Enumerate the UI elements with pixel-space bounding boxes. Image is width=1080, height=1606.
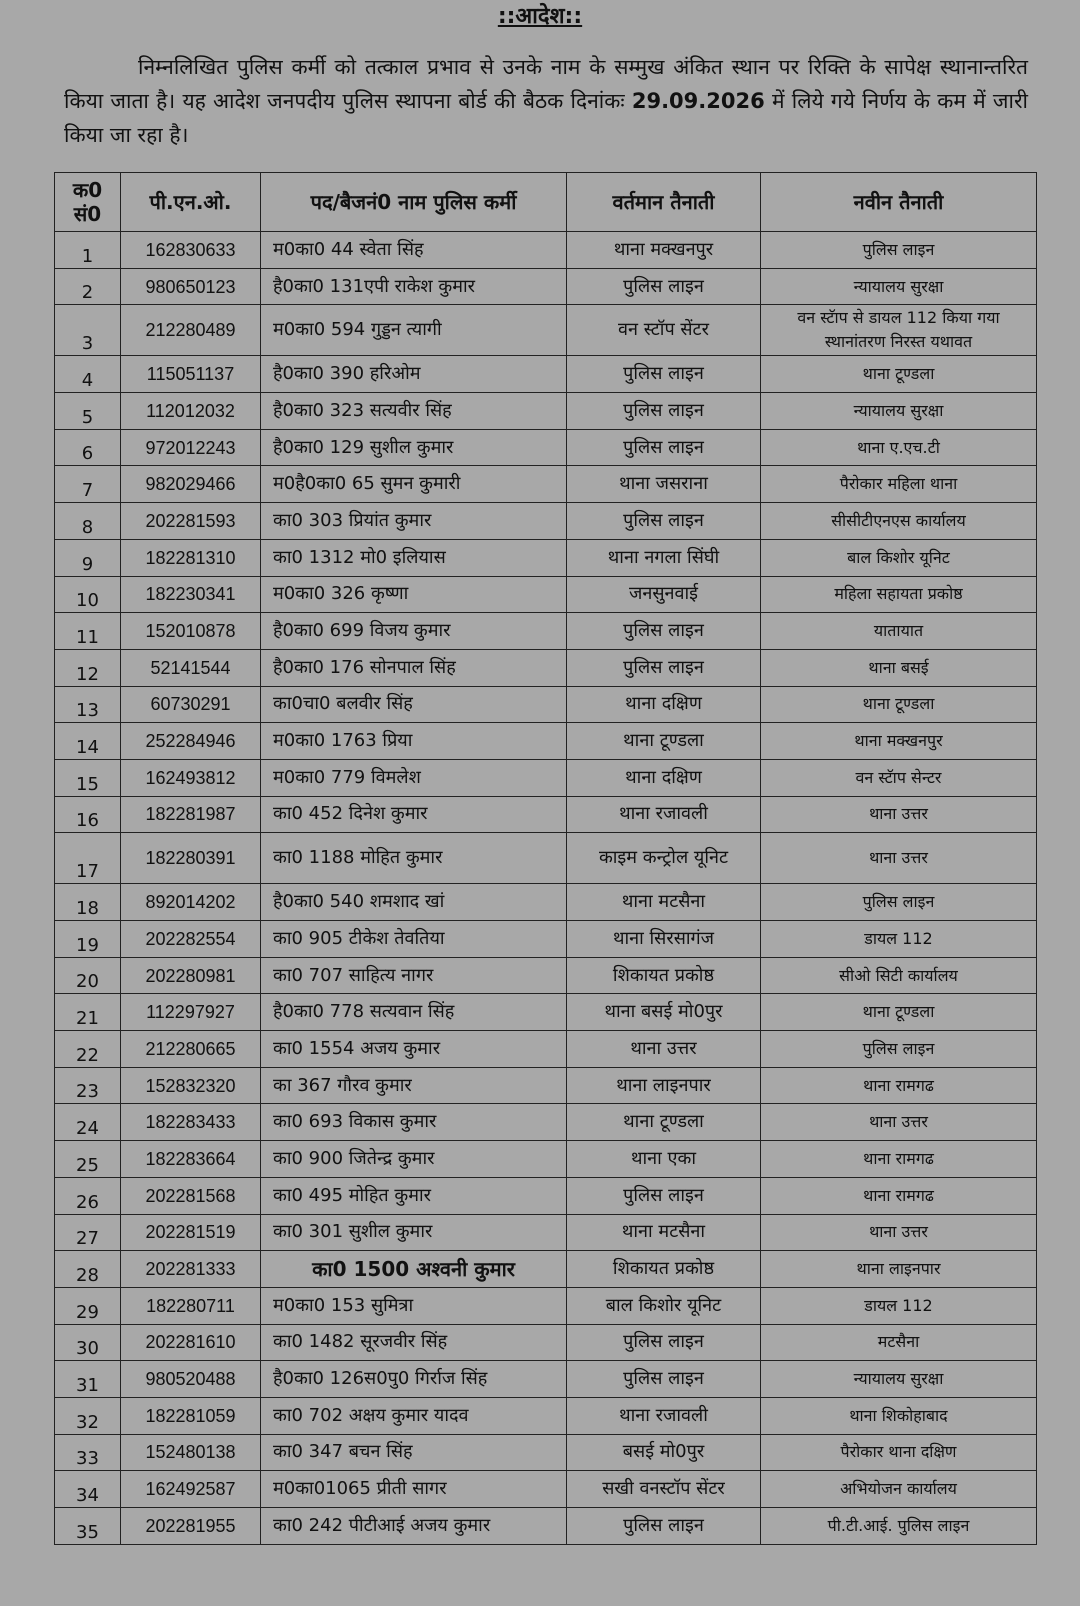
cell-pno: 892014202 [121, 884, 261, 921]
table-row [55, 649, 1037, 686]
table-row [55, 1141, 1037, 1178]
cell-current-posting: थाना टूण्डला [567, 1104, 761, 1141]
cell-current-posting: थाना रजावली [567, 1397, 761, 1434]
table-row [55, 994, 1037, 1031]
cell-current-posting: जनसुनवाई [567, 576, 761, 613]
cell-new-posting: पुलिस लाइन [761, 232, 1037, 269]
table-row [55, 1508, 1037, 1545]
table-row [55, 1471, 1037, 1508]
cell-serial-no: 34 [55, 1471, 121, 1508]
cell-pno: 202281568 [121, 1177, 261, 1214]
cell-pno: 112297927 [121, 994, 261, 1031]
cell-current-posting: वन स्टॉप सेंटर [567, 305, 761, 356]
order-intro-paragraph [64, 50, 1028, 152]
cell-current-posting: पुलिस लाइन [567, 1324, 761, 1361]
cell-new-posting: थाना टूण्डला [761, 994, 1037, 1031]
cell-current-posting: थाना दक्षिण [567, 759, 761, 796]
cell-name: का 367 गौरव कुमार [261, 1067, 567, 1104]
table-row [55, 921, 1037, 958]
cell-current-posting: पुलिस लाइन [567, 268, 761, 305]
cell-current-posting: शिकायत प्रकोष्ठ [567, 1251, 761, 1288]
cell-current-posting: बसई मो0पुर [567, 1434, 761, 1471]
cell-name: है0का0 390 हरिओम [261, 356, 567, 393]
cell-pno: 152832320 [121, 1067, 261, 1104]
cell-pno: 152010878 [121, 613, 261, 650]
cell-serial-no: 30 [55, 1324, 121, 1361]
table-row [55, 1361, 1037, 1398]
intro-text-part1: निम्नलिखित पुलिस कर्मी को तत्काल प्रभाव से उनके नाम के सम्मुख अंकित स्थान पर रिक्ति के सापेक्ष स्थानान्तरित किया जाता है। यह आदेश जनपदीय पुलिस स्थापना बोर्ड की बैठक दिनांकः [64, 55, 1028, 113]
cell-new-posting: थाना टूण्डला [761, 686, 1037, 723]
cell-pno: 982029466 [121, 466, 261, 503]
order-title [0, 2, 1080, 32]
cell-current-posting: थाना मटसैना [567, 1214, 761, 1251]
transfer-table [54, 172, 1037, 1545]
header-serial-no: क0 सं0 [55, 173, 121, 232]
cell-current-posting: थाना मक्खनपुर [567, 232, 761, 269]
cell-serial-no: 27 [55, 1214, 121, 1251]
cell-pno: 202281333 [121, 1251, 261, 1288]
cell-current-posting: पुलिस लाइन [567, 429, 761, 466]
cell-current-posting: काइम कन्ट्रोल यूनिट [567, 833, 761, 884]
cell-new-posting: वन स्टॅाप सेन्टर [761, 759, 1037, 796]
cell-pno: 182283433 [121, 1104, 261, 1141]
table-row [55, 759, 1037, 796]
table-row [55, 539, 1037, 576]
cell-name: म0है0का0 65 सुमन कुमारी [261, 466, 567, 503]
cell-pno: 112012032 [121, 393, 261, 430]
table-row [55, 1067, 1037, 1104]
cell-pno: 212280665 [121, 1031, 261, 1068]
cell-name: का0 495 मोहित कुमार [261, 1177, 567, 1214]
cell-current-posting: पुलिस लाइन [567, 503, 761, 540]
table-row [55, 232, 1037, 269]
table-row [55, 356, 1037, 393]
cell-serial-no: 33 [55, 1434, 121, 1471]
table-row [55, 576, 1037, 613]
cell-serial-no: 1 [55, 232, 121, 269]
table-row [55, 796, 1037, 833]
cell-pno: 182280711 [121, 1287, 261, 1324]
cell-serial-no: 31 [55, 1361, 121, 1398]
cell-new-posting: बाल किशोर यूनिट [761, 539, 1037, 576]
cell-name: का0चा0 बलवीर सिंह [261, 686, 567, 723]
order-title-text: ::आदेश:: [497, 4, 583, 29]
cell-serial-no: 18 [55, 884, 121, 921]
cell-serial-no: 16 [55, 796, 121, 833]
cell-new-posting: थाना बसई [761, 649, 1037, 686]
cell-new-posting: थाना मक्खनपुर [761, 723, 1037, 760]
cell-name: का0 707 साहित्य नागर [261, 957, 567, 994]
cell-name: म0का0 44 स्वेता सिंह [261, 232, 567, 269]
cell-current-posting: पुलिस लाइन [567, 1177, 761, 1214]
table-row [55, 833, 1037, 884]
cell-pno: 212280489 [121, 305, 261, 356]
cell-serial-no: 7 [55, 466, 121, 503]
cell-new-posting: पी.टी.आई. पुलिस लाइन [761, 1508, 1037, 1545]
cell-new-posting: यातायात [761, 613, 1037, 650]
cell-new-posting: सीसीटीएनएस कार्यालय [761, 503, 1037, 540]
cell-serial-no: 2 [55, 268, 121, 305]
cell-serial-no: 20 [55, 957, 121, 994]
cell-serial-no: 35 [55, 1508, 121, 1545]
cell-pno: 52141544 [121, 649, 261, 686]
table-row [55, 503, 1037, 540]
cell-serial-no: 15 [55, 759, 121, 796]
cell-new-posting: थाना उत्तर [761, 833, 1037, 884]
cell-serial-no: 32 [55, 1397, 121, 1434]
cell-serial-no: 26 [55, 1177, 121, 1214]
cell-new-posting: न्यायालय सुरक्षा [761, 268, 1037, 305]
table-row [55, 268, 1037, 305]
cell-new-posting: थाना शिकोहाबाद [761, 1397, 1037, 1434]
cell-serial-no: 14 [55, 723, 121, 760]
cell-new-posting: थाना ए.एच.टी [761, 429, 1037, 466]
cell-current-posting: थाना लाइनपार [567, 1067, 761, 1104]
cell-name: का0 301 सुशील कुमार [261, 1214, 567, 1251]
cell-pno: 202282554 [121, 921, 261, 958]
table-row [55, 1434, 1037, 1471]
cell-new-posting: सीओ सिटी कार्यालय [761, 957, 1037, 994]
cell-pno: 252284946 [121, 723, 261, 760]
table-row [55, 466, 1037, 503]
cell-name: का0 900 जितेन्द्र कुमार [261, 1141, 567, 1178]
cell-pno: 162492587 [121, 1471, 261, 1508]
cell-new-posting: अभियोजन कार्यालय [761, 1471, 1037, 1508]
cell-pno: 972012243 [121, 429, 261, 466]
table-header-row [55, 173, 1037, 232]
table-row [55, 1177, 1037, 1214]
cell-pno: 182283664 [121, 1141, 261, 1178]
cell-pno: 182281310 [121, 539, 261, 576]
cell-current-posting: थाना जसराना [567, 466, 761, 503]
cell-serial-no: 13 [55, 686, 121, 723]
cell-pno: 980650123 [121, 268, 261, 305]
cell-name: है0का0 126स0पु0 गिर्राज सिंह [261, 1361, 567, 1398]
cell-serial-no: 12 [55, 649, 121, 686]
cell-current-posting: पुलिस लाइन [567, 613, 761, 650]
cell-name: म0का0 326 कृष्णा [261, 576, 567, 613]
cell-serial-no: 8 [55, 503, 121, 540]
cell-name: म0का0 153 सुमित्रा [261, 1287, 567, 1324]
cell-current-posting: थाना एका [567, 1141, 761, 1178]
cell-name: म0का0 779 विमलेश [261, 759, 567, 796]
meeting-date: 29.09.2026 [631, 89, 765, 113]
cell-pno: 162830633 [121, 232, 261, 269]
cell-current-posting: थाना उत्तर [567, 1031, 761, 1068]
cell-serial-no: 17 [55, 833, 121, 884]
cell-pno: 115051137 [121, 356, 261, 393]
cell-new-posting: पुलिस लाइन [761, 1031, 1037, 1068]
cell-pno: 202281519 [121, 1214, 261, 1251]
cell-current-posting: बाल किशोर यूनिट [567, 1287, 761, 1324]
cell-name: म0का0 594 गुड्डन त्यागी [261, 305, 567, 356]
cell-new-posting: थाना उत्तर [761, 1214, 1037, 1251]
cell-new-posting: थाना उत्तर [761, 796, 1037, 833]
header-current-posting: वर्तमान तैनाती [567, 173, 761, 232]
cell-pno: 182230341 [121, 576, 261, 613]
cell-name: है0का0 176 सोनपाल सिंह [261, 649, 567, 686]
cell-pno: 182280391 [121, 833, 261, 884]
header-pno: पी.एन.ओ. [121, 173, 261, 232]
cell-serial-no: 24 [55, 1104, 121, 1141]
table-row [55, 1324, 1037, 1361]
cell-name: का0 1554 अजय कुमार [261, 1031, 567, 1068]
cell-name: का0 693 विकास कुमार [261, 1104, 567, 1141]
cell-serial-no: 11 [55, 613, 121, 650]
cell-name: म0का01065 प्रीती सागर [261, 1471, 567, 1508]
cell-pno: 60730291 [121, 686, 261, 723]
cell-serial-no: 3 [55, 305, 121, 356]
cell-current-posting: थाना टूण्डला [567, 723, 761, 760]
cell-new-posting: महिला सहायता प्रकोष्ठ [761, 576, 1037, 613]
cell-name: का0 1482 सूरजवीर सिंह [261, 1324, 567, 1361]
cell-current-posting: शिकायत प्रकोष्ठ [567, 957, 761, 994]
cell-new-posting: पैरोकार थाना दक्षिण [761, 1434, 1037, 1471]
cell-name: म0का0 1763 प्रिया [261, 723, 567, 760]
cell-name: है0का0 131एपी राकेश कुमार [261, 268, 567, 305]
cell-serial-no: 6 [55, 429, 121, 466]
cell-new-posting: थाना उत्तर [761, 1104, 1037, 1141]
cell-new-posting: डायल 112 [761, 921, 1037, 958]
cell-name: का0 1500 अश्वनी कुमार [261, 1251, 567, 1288]
cell-name: है0का0 129 सुशील कुमार [261, 429, 567, 466]
cell-current-posting: पुलिस लाइन [567, 1508, 761, 1545]
cell-name: का0 303 प्रियांत कुमार [261, 503, 567, 540]
cell-new-posting: पैरोकार महिला थाना [761, 466, 1037, 503]
table-row [55, 686, 1037, 723]
cell-serial-no: 19 [55, 921, 121, 958]
cell-new-posting: थाना रामगढ [761, 1067, 1037, 1104]
cell-new-posting: थाना रामगढ [761, 1141, 1037, 1178]
cell-name: का0 702 अक्षय कुमार यादव [261, 1397, 567, 1434]
cell-name: का0 347 बचन सिंह [261, 1434, 567, 1471]
header-new-posting: नवीन तैनाती [761, 173, 1037, 232]
cell-new-posting: थाना टूण्डला [761, 356, 1037, 393]
cell-name: है0का0 323 सत्यवीर सिंह [261, 393, 567, 430]
cell-new-posting: पुलिस लाइन [761, 884, 1037, 921]
table-row [55, 1031, 1037, 1068]
cell-new-posting: न्यायालय सुरक्षा [761, 393, 1037, 430]
cell-pno: 202281593 [121, 503, 261, 540]
cell-current-posting: पुलिस लाइन [567, 356, 761, 393]
cell-pno: 202280981 [121, 957, 261, 994]
cell-current-posting: थाना दक्षिण [567, 686, 761, 723]
cell-serial-no: 25 [55, 1141, 121, 1178]
table-body [55, 232, 1037, 1545]
cell-serial-no: 10 [55, 576, 121, 613]
cell-name: का0 1312 मो0 इलियास [261, 539, 567, 576]
cell-pno: 182281059 [121, 1397, 261, 1434]
cell-name: है0का0 778 सत्यवान सिंह [261, 994, 567, 1031]
cell-pno: 152480138 [121, 1434, 261, 1471]
cell-name: है0का0 540 शमशाद खां [261, 884, 567, 921]
header-name: पद/बैजनं0 नाम पुलिस कर्मी [261, 173, 567, 232]
cell-pno: 202281955 [121, 1508, 261, 1545]
cell-name: है0का0 699 विजय कुमार [261, 613, 567, 650]
cell-name: का0 242 पीटीआई अजय कुमार [261, 1508, 567, 1545]
cell-name: का0 1188 मोहित कुमार [261, 833, 567, 884]
cell-current-posting: थाना रजावली [567, 796, 761, 833]
cell-new-posting: थाना रामगढ [761, 1177, 1037, 1214]
cell-serial-no: 21 [55, 994, 121, 1031]
cell-pno: 980520488 [121, 1361, 261, 1398]
table-row [55, 884, 1037, 921]
table-row [55, 429, 1037, 466]
intro-text-part2: में लिये गये निर्णय के कम में जारी किया जा रहा है। [64, 89, 1028, 147]
cell-new-posting: थाना लाइनपार [761, 1251, 1037, 1288]
table-row [55, 613, 1037, 650]
cell-current-posting: सखी वनस्टॉप सेंटर [567, 1471, 761, 1508]
table-row [55, 1104, 1037, 1141]
cell-new-posting: मटसैना [761, 1324, 1037, 1361]
cell-pno: 182281987 [121, 796, 261, 833]
cell-current-posting: पुलिस लाइन [567, 1361, 761, 1398]
cell-current-posting: पुलिस लाइन [567, 649, 761, 686]
cell-serial-no: 22 [55, 1031, 121, 1068]
cell-pno: 202281610 [121, 1324, 261, 1361]
table-row [55, 393, 1037, 430]
cell-current-posting: थाना सिरसागंज [567, 921, 761, 958]
cell-serial-no: 29 [55, 1287, 121, 1324]
cell-serial-no: 5 [55, 393, 121, 430]
table-row [55, 1287, 1037, 1324]
table-row [55, 957, 1037, 994]
cell-name: का0 452 दिनेश कुमार [261, 796, 567, 833]
cell-new-posting: डायल 112 [761, 1287, 1037, 1324]
table-row [55, 1251, 1037, 1288]
cell-current-posting: पुलिस लाइन [567, 393, 761, 430]
cell-serial-no: 28 [55, 1251, 121, 1288]
cell-new-posting: वन स्टॅाप से डायल 112 किया गया स्थानांतरण निरस्त यथावत [761, 305, 1037, 356]
cell-pno: 162493812 [121, 759, 261, 796]
cell-current-posting: थाना मटसैना [567, 884, 761, 921]
cell-serial-no: 9 [55, 539, 121, 576]
cell-current-posting: थाना नगला सिंघी [567, 539, 761, 576]
table-row [55, 1397, 1037, 1434]
cell-serial-no: 23 [55, 1067, 121, 1104]
table-row [55, 1214, 1037, 1251]
cell-serial-no: 4 [55, 356, 121, 393]
table-row [55, 305, 1037, 356]
cell-current-posting: थाना बसई मो0पुर [567, 994, 761, 1031]
table-row [55, 723, 1037, 760]
cell-new-posting: न्यायालय सुरक्षा [761, 1361, 1037, 1398]
cell-name: का0 905 टीकेश तेवतिया [261, 921, 567, 958]
